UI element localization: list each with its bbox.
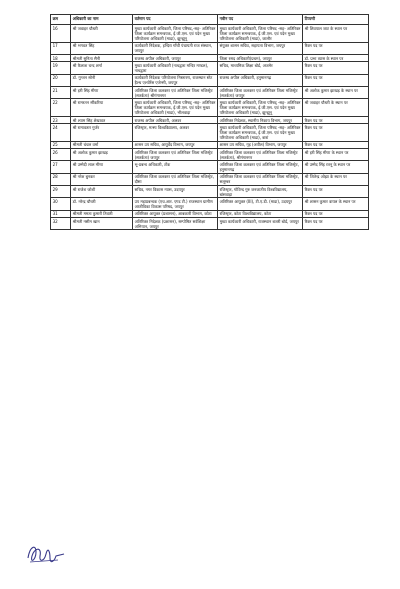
cell-current-post: अतिरिक्त जिला कलक्टर एवं अतिरिक्त जिला मजिस्ट्रेट (सतर्कता) श्रीगंगानगर [133, 87, 218, 99]
cell-remark: श्री उम्मेद सिंह रतनू के स्थान पर [303, 161, 369, 173]
cell-new-post: अतिरिक्त आयुक्त (III), टी.ए.डी. (माडा), उदयपुर [218, 198, 303, 210]
cell-serial: 18 [51, 55, 71, 62]
cell-new-post: मुख्य कार्यकारी अधिकारी, जिला परिषद् -सह- अतिरिक्त जिला कार्यक्रम समन्वयक, ई.जी.एस. एवं पदेन मुख्य परियोजना अधिकारी (माडा), झुन्झुनू [218, 99, 303, 116]
cell-current-post: अतिरिक्त निदेशक (प्रशासन), सम्पोषित सर्वशिक्षा अभियान, जयपुर [133, 218, 218, 230]
header-serial: क्रम [51, 15, 71, 25]
table-row [51, 141, 369, 148]
cell-officer-name: श्री रामावतार गुर्जर [71, 124, 133, 141]
cell-current-post: मुख्य कार्यकारी अधिकारी, जिला परिषद् -सह- अतिरिक्त जिला कार्यक्रम समन्वयक, ई.जी.एस. एवं पदेन मुख्य परियोजना अधिकारी (माडा), भीलवाड़ा [133, 99, 218, 116]
cell-new-post: जिला रसद अधिकारी(प्रथम), जयपुर [218, 55, 303, 62]
cell-current-post: राजस्व अपील अधिकारी, जयपुर [133, 55, 218, 62]
cell-officer-name: श्री राजेश जोशी [71, 186, 133, 198]
cell-officer-name: डॉ. गुन्जन सोनी [71, 74, 133, 86]
cell-serial: 21 [51, 87, 71, 99]
cell-new-post: अतिरिक्त जिला कलक्टर एवं अतिरिक्त जिला मजिस्ट्रेट, हनुमानगढ़ [218, 161, 303, 173]
cell-remark: श्री जवाहर चौधरी के स्थान पर [303, 99, 369, 116]
cell-new-post: अतिरिक्त निदेशक, स्थानीय निकाय विभाग, जयपुर [218, 116, 303, 123]
cell-current-post: राजस्व अपील अधिकारी, अलवर [133, 116, 218, 123]
cell-current-post: मुख्य कार्यकारी अधिकारी (नाथद्वारा मन्दिर मण्डल), नाथद्वारा [133, 62, 218, 74]
table-row [51, 74, 369, 86]
cell-new-post: संयुक्त शासन सचिव, सहायता विभाग, जयपुर [218, 42, 303, 54]
signature-icon [24, 538, 68, 568]
cell-serial: 23 [51, 116, 71, 123]
cell-new-post: सचिव, माध्यमिक शिक्षा बोर्ड, अजमेर [218, 62, 303, 74]
table-row [51, 161, 369, 173]
cell-remark: रिक्त पद पर [303, 116, 369, 123]
table-row [51, 42, 369, 54]
cell-new-post: अतिरिक्त जिला कलक्टर एवं अतिरिक्त जिला मजिस्ट्रेट (सतर्कता), श्रीगंगानगर [218, 148, 303, 160]
cell-officer-name: श्री नरेश बुनकर [71, 173, 133, 185]
cell-officer-name: श्री उम्मेदी लाल मीणा [71, 161, 133, 173]
table-row [51, 173, 369, 185]
cell-officer-name: श्री कैलाश चन्द शर्मा [71, 62, 133, 74]
table-row [51, 198, 369, 210]
cell-remark: रिक्त पद पर [303, 62, 369, 74]
header-remark: टिप्पणी [303, 15, 369, 25]
cell-serial: 22 [51, 99, 71, 116]
cell-serial: 30 [51, 198, 71, 210]
cell-officer-name: श्री अशोक कुमार झाखड़ [71, 148, 133, 160]
cell-new-post: मुख्य कार्यकारी अधिकारी, जिला परिषद -सह- अतिरिक्त जिला कार्यक्रम समन्वयक, ई.जी.एस. एवं पदेन मुख्य परियोजना अधिकारी (माडा), जालौर [218, 25, 303, 42]
cell-remark: रिक्त पद पर [303, 124, 369, 141]
cell-current-post: मुख्य कार्यकारी अधिकारी, जिला परिषद,-सह- अतिरिक्त जिला कार्यक्रम समन्वयक, ई.जी.एस. एवं पदेन मुख्य परियोजना अधिकारी (माडा), झुन्झुनू [133, 25, 218, 42]
cell-remark: रिक्त पद पर [303, 218, 369, 230]
cell-current-post: अतिरिक्त जिला कलक्टर एवं अतिरिक्त जिला मजिस्ट्रेट (सतर्कता) जयपुर [133, 148, 218, 160]
cell-officer-name: श्रीमती नसीम खान [71, 218, 133, 230]
cell-new-post: शासन उप सचिव, गृह (अपील) विभाग, जयपुर [218, 141, 303, 148]
header-new-post: नवीन पद [218, 15, 303, 25]
table-header-row [51, 15, 369, 25]
cell-officer-name: श्रीमती सुनिता सैनी [71, 55, 133, 62]
header-officer-name: अधिकारी का नाम [71, 15, 133, 25]
cell-remark: रिक्त पद पर [303, 141, 369, 148]
cell-officer-name: श्री भगवत सिंह [71, 42, 133, 54]
cell-serial: 25 [51, 141, 71, 148]
cell-officer-name: डॉ. नरेन्द्र चौधरी [71, 198, 133, 210]
cell-new-post: अतिरिक्त जिला कलक्टर एवं अतिरिक्त जिला मजिस्ट्रेट (सतर्कता) जयपुर [218, 87, 303, 99]
cell-remark: रिक्त पद पर [303, 186, 369, 198]
cell-current-post: उप महाप्रबन्धक (एच.आर. एण्ड टी.) राजस्थान ग्रामीण आजीविका विकास परिषद, जयपुर [133, 198, 218, 210]
cell-current-post: अतिरिक्त जिला कलक्टर एवं अतिरिक्त जिला मजिस्ट्रेट, दौसा [133, 173, 218, 185]
cell-serial: 16 [51, 25, 71, 42]
table-row [51, 87, 369, 99]
cell-new-post: रजिस्ट्रार, गोविन्द गुरु जनजातीय विश्वविद्यालय, बांसवाड़ा [218, 186, 303, 198]
cell-new-post: राजस्व अपील अधिकारी, हनुमानगढ़ [218, 74, 303, 86]
cell-officer-name: श्रीमती ममता कुमारी तिवारी [71, 210, 133, 217]
cell-remark: रिक्त पद पर [303, 74, 369, 86]
cell-current-post: कार्यकारी निदेशक, इन्दिरा गाँधी पंचायती राज संस्थान, जयपुर [133, 42, 218, 54]
cell-remark: श्री शिवपाल जाट के स्थान पर [303, 25, 369, 42]
table-row [51, 62, 369, 74]
cell-officer-name: श्री श्याम सिंह शेखावत [71, 116, 133, 123]
cell-new-post: मुख्य कार्यकारी अधिकारी, जिला परिषद -सह- अतिरिक्त जिला कार्यक्रम समन्वयक, ई.जी.एस. एवं पदेन मुख्य परियोजना अधिकारी (माडा), बारां [218, 124, 303, 141]
cell-officer-name: श्री जवाहर चौधरी [71, 25, 133, 42]
cell-serial: 31 [51, 210, 71, 217]
table-row [51, 186, 369, 198]
table-row [51, 148, 369, 160]
cell-serial: 19 [51, 62, 71, 74]
cell-serial: 27 [51, 161, 71, 173]
cell-officer-name: श्री हरी सिंह मीणा [71, 87, 133, 99]
cell-new-post: रजिस्ट्रार, कोटा विश्वविद्यालय, कोटा [218, 210, 303, 217]
header-current-post: वर्तमान पद [133, 15, 218, 25]
cell-remark: रिक्त पद पर [303, 210, 369, 217]
cell-remark: रिक्त पद पर [303, 42, 369, 54]
cell-current-post: भू-प्रबन्ध अधिकारी, टोंक [133, 161, 218, 173]
cell-current-post: रजिस्ट्रार, मत्स्य विश्वविद्यालय, अलवर [133, 124, 218, 141]
table-row [51, 55, 369, 62]
cell-current-post: सचिव, नगर विकास न्यास, उदयपुर [133, 186, 218, 198]
cell-remark: डॉ. प्रभा व्यास के स्थान पर [303, 55, 369, 62]
cell-officer-name: श्री रामरतन सौंकरिया [71, 99, 133, 116]
cell-serial: 32 [51, 218, 71, 230]
cell-serial: 17 [51, 42, 71, 54]
cell-current-post: कार्यकारी निदेशक परियोजना निस्तारण, राजस्थान स्टेट हैल्थ एश्योरेंस एजेन्सी, जयपुर [133, 74, 218, 86]
cell-serial: 24 [51, 124, 71, 141]
cell-new-post: मुख्य कार्यकारी अधिकारी, राजस्थान बजरी बोर्ड, जयपुर [218, 218, 303, 230]
cell-serial: 26 [51, 148, 71, 160]
cell-current-post: शासन उप सचिव, आयुर्वेद विभाग, जयपुर [133, 141, 218, 148]
cell-serial: 20 [51, 74, 71, 86]
cell-serial: 28 [51, 173, 71, 185]
cell-remark: श्री अशोक कुमार झाखड़ के स्थान पर [303, 87, 369, 99]
table-row [51, 210, 369, 217]
table-row [51, 25, 369, 42]
cell-remark: श्री हरी सिंह मीणा के स्थान पर [303, 148, 369, 160]
cell-current-post: अतिरिक्त आयुक्त (प्रशासन), आबकारी विभाग, कोटा [133, 210, 218, 217]
table-row [51, 218, 369, 230]
cell-remark: श्री जितेन्द्र ओझा के स्थान पर [303, 173, 369, 185]
table-row [51, 116, 369, 123]
cell-officer-name: श्रीमती चंचल वर्मा [71, 141, 133, 148]
cell-serial: 29 [51, 186, 71, 198]
table-row [51, 124, 369, 141]
transfer-table [50, 14, 369, 230]
cell-new-post: अतिरिक्त जिला कलक्टर एवं अतिरिक्त जिला मजिस्ट्रेट, सलूम्बर [218, 173, 303, 185]
cell-remark: श्री शासन कुमार वायल के स्थान पर [303, 198, 369, 210]
table-row [51, 99, 369, 116]
